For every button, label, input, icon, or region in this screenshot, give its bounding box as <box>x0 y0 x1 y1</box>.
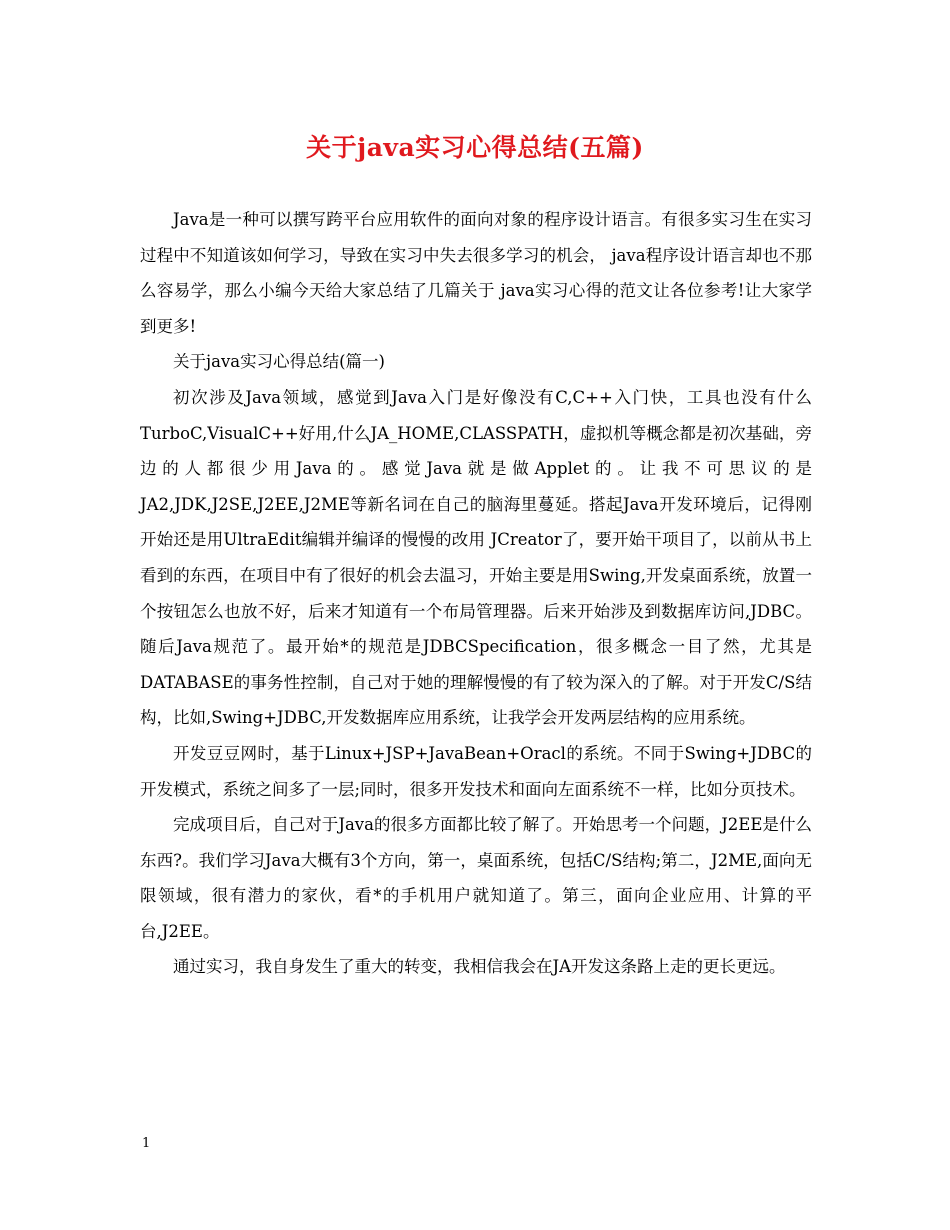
document-title: 关于java实习心得总结(五篇) <box>306 133 644 162</box>
body-paragraph: 开发豆豆网时，基于Linux+JSP+JavaBean+Oracl的系统。不同于Swing+JDBC的开发模式，系统之间多了一层;同时，很多开发技术和面向左面系统不一样，比如分页技术。 <box>140 743 812 799</box>
intro-paragraph: Java是一种可以撰写跨平台应用软件的面向对象的程序设计语言。有很多实习生在实习过程中不知道该如何学习，导致在实习中失去很多学习的机会， java程序设计语言却也不那么容易学，那么小编今天给大家总结了几篇关于 java实习心得的范文让各位参考!让大家学到更多! <box>140 210 812 336</box>
section-heading: 关于java实习心得总结(篇一) <box>173 352 385 372</box>
page-number: 1 <box>142 1136 151 1151</box>
document-body <box>140 202 812 985</box>
body-paragraph: 完成项目后，自己对于Java的很多方面都比较了解了。开始思考一个问题，J2EE是什么东西?。我们学习Java大概有3个方向，第一，桌面系统，包括C/S结构;第二，J2ME,面向无限领域，很有潜力的家伙，看*的手机用户就知道了。第三，面向企业应用、计算的平台,J2EE。 <box>140 815 812 941</box>
body-paragraph: 通过实习，我自身发生了重大的转变，我相信我会在JA开发这条路上走的更长更远。 <box>173 957 786 977</box>
body-paragraph: 初次涉及Java领域，感觉到Java入门是好像没有C,C++入门快，工具也没有什么TurboC,VisualC++好用,什么JA_HOME,CLASSPATH，虚拟机等概念都是初次基础，旁边的人都很少用Java的。感觉Java就是做Applet的。让我不可思议的是JA2,JDK,J2SE,J2EE,J2ME等新名词在自己的脑海里蔓延。搭起Java开发环境后，记得刚开始还是用UltraEdit编辑并编译的慢慢的改用 JCreator了，要开始干项目了，以前从书上看到的东西，在项目中有了很好的机会去温习，开始主要是用Swing,开发桌面系统，放置一个按钮怎么也放不好，后来才知道有一个布局管理器。后来开始涉及到数据库访问,JDBC。随后Java规范了。最开始*的规范是JDBCSpecification，很多概念一目了然，尤其是DATABASE的事务性控制，自己对于她的理解慢慢的有了较为深入的了解。对于开发C/S结构，比如,Swing+JDBC,开发数据库应用系统，让我学会开发两层结构的应用系统。 <box>140 387 812 728</box>
